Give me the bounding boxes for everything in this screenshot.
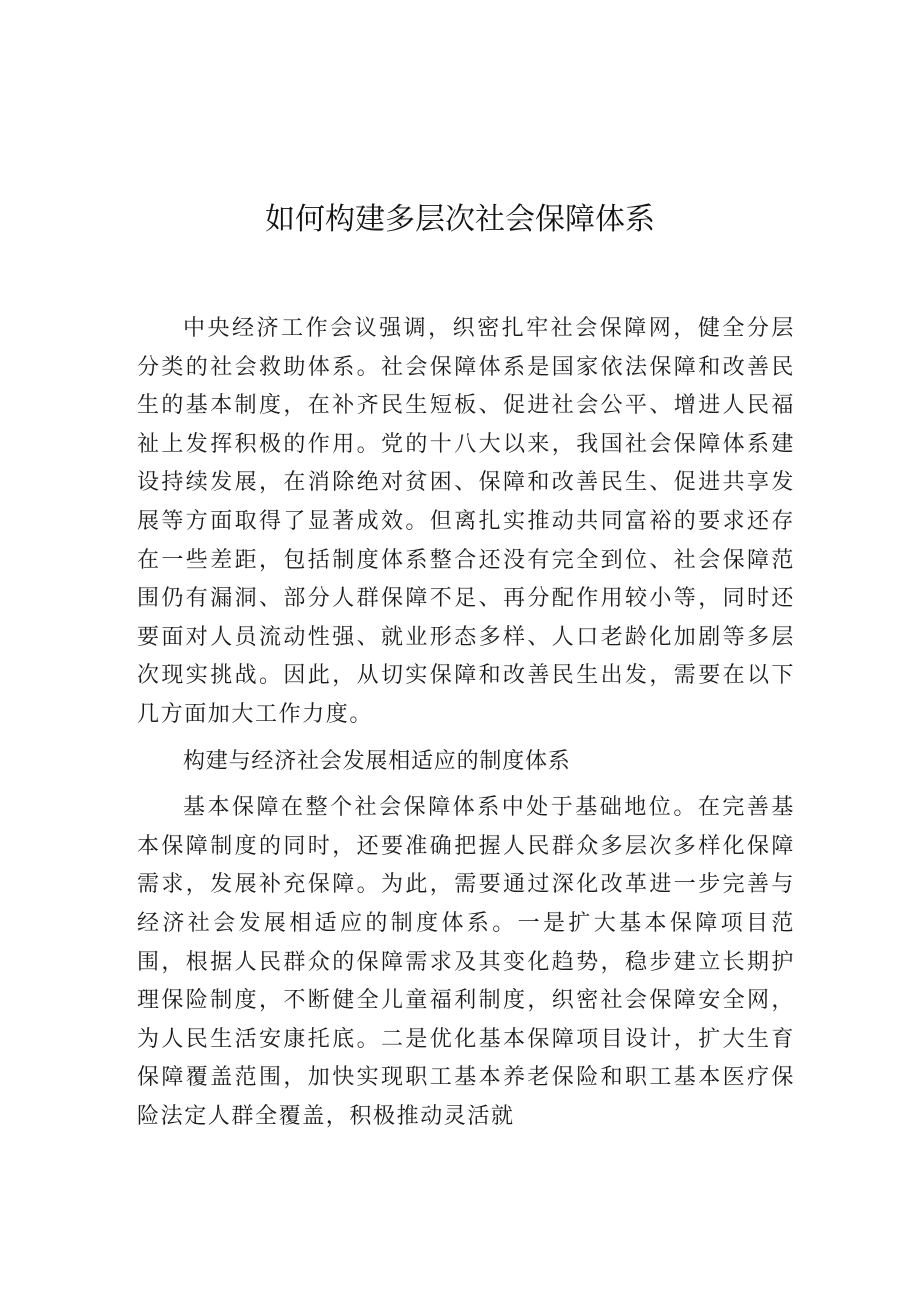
paragraph-basic-guarantee: 基本保障在整个社会保障体系中处于基础地位。在完善基本保障制度的同时，还要准确把握人民群众多层次多样化保障需求，发展补充保障。为此，需要通过深化改革进一步完善与经济社会发展相适应的制度体系。一是扩大基本保障项目范围，根据人民群众的保障需求及其变化趋势，稳步建立长期护理保险制度，不断健全儿童福利制度，织密社会保障安全网，为人民生活安康托底。二是优化基本保障项目设计，扩大生育保障覆盖范围，加快实现职工基本养老保险和职工基本医疗保险法定人群全覆盖，积极推动灵活就: [137, 795, 795, 1129]
document-title: 如何构建多层次社会保障体系: [265, 202, 655, 237]
paragraph-intro: 中央经济工作会议强调，织密扎牢社会保障网，健全分层分类的社会救助体系。社会保障体系是国家依法保障和改善民生的基本制度，在补齐民生短板、促进社会公平、增进人民福祉上发挥积极的作用。党的十八大以来，我国社会保障体系建设持续发展，在消除绝对贫困、保障和改善民生、促进共享发展等方面取得了显著成效。但离扎实推动共同富裕的要求还存在一些差距，包括制度体系整合还没有完全到位、社会保障范围仍有漏洞、部分人群保障不足、再分配作用较小等，同时还要面对人员流动性强、就业形态多样、人口老龄化加剧等多层次现实挑战。因此，从切实保障和改善民生出发，需要在以下几方面加大工作力度。: [137, 316, 795, 727]
document-body: [137, 310, 795, 1136]
section-heading: 构建与经济社会发展相适应的制度体系: [183, 748, 571, 774]
